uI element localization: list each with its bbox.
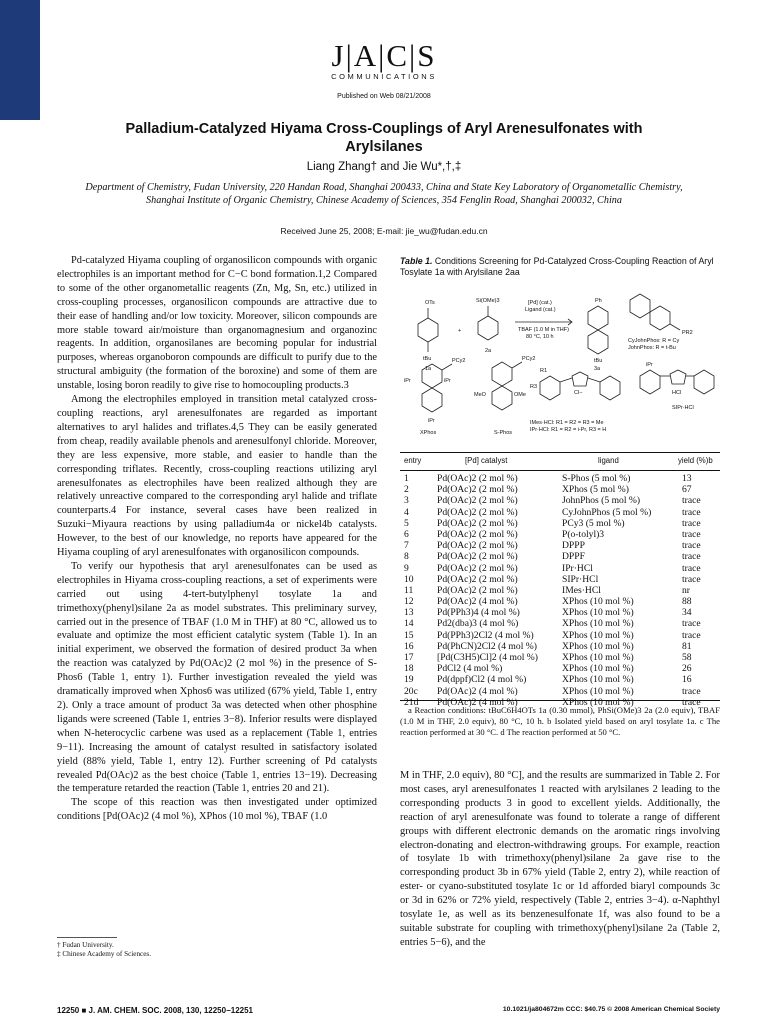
table-row xyxy=(400,473,720,484)
reaction-scheme xyxy=(400,284,720,449)
row-catalyst: Pd(OAc)2 (2 mol %) xyxy=(437,484,518,496)
row-yield: trace xyxy=(682,551,701,563)
header-ligand: ligand xyxy=(598,456,619,465)
affiliation-footnotes xyxy=(57,941,377,959)
row-yield: 81 xyxy=(682,640,692,652)
table-top-rule xyxy=(400,452,720,453)
row-yield: trace xyxy=(682,618,701,630)
row-catalyst: Pd(OAc)2 (2 mol %) xyxy=(437,495,518,507)
xphos-ring-bottom xyxy=(422,388,442,412)
row-ligand: CyJohnPhos (5 mol %) xyxy=(562,506,652,518)
row-ligand: DPPF xyxy=(562,551,585,563)
row-ligand: XPhos (10 mol %) xyxy=(562,607,634,619)
row-catalyst: Pd(OAc)2 (2 mol %) xyxy=(437,473,518,484)
row-ligand: PCy3 (5 mol %) xyxy=(562,517,625,529)
row-yield: trace xyxy=(682,506,701,518)
row-ligand: JohnPhos (5 mol %) xyxy=(562,495,641,507)
row-catalyst: Pd(dppf)Cl2 (4 mol %) xyxy=(437,674,527,686)
biaryl-ring-bottom xyxy=(650,306,670,330)
row-catalyst: Pd(OAc)2 (2 mol %) xyxy=(437,540,518,552)
row-ligand: XPhos (10 mol %) xyxy=(562,685,634,697)
row-catalyst: Pd(PPh3)2Cl2 (4 mol %) xyxy=(437,629,534,641)
header-yield: yield (%)b xyxy=(678,456,713,465)
row-entry: 17 xyxy=(404,652,414,663)
left-column xyxy=(57,254,377,824)
aryl-ring-3a-bottom xyxy=(588,330,608,354)
row-catalyst: Pd(OAc)2 (4 mol %) xyxy=(437,685,518,697)
substituent-cl: Cl− xyxy=(574,390,583,396)
row-yield: trace xyxy=(682,517,701,529)
sphos-ring-bottom xyxy=(492,386,512,410)
sipr-aryl-left xyxy=(640,370,660,394)
substituent-ipr-sipr: iPr xyxy=(646,362,653,368)
row-yield: nr xyxy=(682,584,690,596)
article-authors: Liang Zhang† and Jie Wu*,†,‡ xyxy=(306,161,462,173)
row-entry: 11 xyxy=(404,584,414,596)
substituent-r3: R3 xyxy=(530,384,538,390)
row-yield: 26 xyxy=(682,663,692,675)
condition-temp: 80 °C, 10 h xyxy=(526,334,554,340)
row-entry: 8 xyxy=(404,551,409,563)
row-ligand: XPhos (5 mol %) xyxy=(562,484,629,496)
nhc-aryl-left xyxy=(540,376,560,400)
substituent-ipr-bottom: iPr xyxy=(428,418,435,424)
table-row xyxy=(400,652,720,663)
row-yield: 34 xyxy=(682,607,692,619)
table-row xyxy=(400,674,720,685)
row-entry: 10 xyxy=(404,573,414,585)
row-entry: 21d xyxy=(404,696,419,708)
table-caption xyxy=(400,256,720,278)
table-row xyxy=(400,585,720,596)
compound-label-3a: 3a xyxy=(594,366,601,372)
table-row xyxy=(400,574,720,585)
ligand-label-imes: IMes·HCl: R1 = R2 = R3 = Me xyxy=(530,420,604,426)
header-catalyst: [Pd] catalyst xyxy=(465,456,508,465)
journal-section: COMMUNICATIONS xyxy=(331,72,437,81)
substituent-pr2: PR2 xyxy=(682,330,693,336)
table-bottom-rule xyxy=(400,700,720,701)
row-yield: trace xyxy=(682,495,701,507)
row-catalyst: Pd(PhCN)2Cl2 (4 mol %) xyxy=(437,640,537,652)
table-row xyxy=(400,630,720,641)
substituent-meo: MeO xyxy=(474,392,486,398)
row-yield: 67 xyxy=(682,484,692,496)
condition-ligand: Ligand (cat.) xyxy=(525,307,556,313)
table-footnote: a Reaction conditions: tBuC6H4OTs 1a (0.30 mmol), PhSi(OMe)3 2a (2.0 equiv), TBAF (1.0 M in THF, 2.0 equiv), 80 °C, 10 h. b Isolated yield based on aryl tosylate 1a. c The reaction performed at 30 °C. d The reaction performed at 50 °C. xyxy=(400,705,720,737)
row-catalyst: Pd(OAc)2 (2 mol %) xyxy=(437,517,518,529)
substituent-ipr-right: iPr xyxy=(444,378,451,384)
row-entry: 19 xyxy=(404,674,414,686)
table-row xyxy=(400,641,720,652)
table-row xyxy=(400,518,720,529)
paragraph: M in THF, 2.0 equiv), 80 °C], and the results are summarized in Table 2. For most cases, aryl arenesulfonates 1 reacted with arylsilanes 2 leading to the corresponding products 3 in good to excellent yields. Additionally, the reaction of aryl arenesulfonate was found to tolerate a range of different groups with different electronic demands on the aromatic rings involving electron-donating and electron-withdrawing groups. For example, reaction of tosylate 1b with trimethoxy(phenyl)silane 2a gave rise to the corresponding product 3b in 67% yield (Table 2, entry 2), while reaction of ester- or cyano-substituted tosylate 1c or 1d afforded biaryl compounds 3c or 3d in 62% or 72% yield, respectively (Table 2, entries 3−4). α-Naphthyl tosylate 1e, as well as its benzenesulfonate 1f, was also found to be a suitable substrate for coupling with trimethoxy(phenyl)silane 2a (Table 2, entries 5−6), and the xyxy=(400,770,720,948)
row-entry: 6 xyxy=(404,528,409,540)
row-entry: 16 xyxy=(404,640,414,652)
row-entry: 1 xyxy=(404,473,409,484)
row-entry: 9 xyxy=(404,562,409,574)
plus-sign: + xyxy=(458,328,462,334)
row-catalyst: [Pd(C3H5)Cl]2 (4 mol %) xyxy=(437,652,538,663)
aryl-ring-2a xyxy=(478,316,498,340)
row-catalyst: Pd(OAc)2 (2 mol %) xyxy=(437,506,518,518)
row-catalyst: Pd(OAc)2 (4 mol %) xyxy=(437,596,518,608)
row-ligand: P(o-tolyl)3 xyxy=(562,528,605,540)
row-ligand: S-Phos (5 mol %) xyxy=(562,473,631,484)
row-catalyst: Pd(OAc)2 (2 mol %) xyxy=(437,551,518,563)
row-ligand: XPhos (10 mol %) xyxy=(562,663,634,675)
footnote: † Fudan University. xyxy=(57,941,114,949)
row-yield: 13 xyxy=(682,473,692,484)
table-row xyxy=(400,529,720,540)
received-line: Received June 25, 2008; E-mail: jie_wu@fudan.edu.cn xyxy=(280,226,488,236)
row-yield: trace xyxy=(682,685,701,697)
journal-logo: J|A|C|S xyxy=(331,38,437,73)
row-yield: trace xyxy=(682,573,701,585)
table-row xyxy=(400,663,720,674)
page-footer-citation: 12250 ■ J. AM. CHEM. SOC. 2008, 130, 12250−12251 xyxy=(57,1006,253,1015)
row-entry: 12 xyxy=(404,596,414,608)
right-column xyxy=(400,769,720,950)
ligand-label-xphos: XPhos xyxy=(420,430,437,436)
row-catalyst: Pd(OAc)2 (2 mol %) xyxy=(437,562,518,574)
table-header xyxy=(400,456,720,468)
row-yield: trace xyxy=(682,562,701,574)
sphos-ring-top xyxy=(492,362,512,386)
compound-label-1a: 1a xyxy=(425,366,432,372)
imidazolium-ring xyxy=(572,372,588,386)
row-entry: 15 xyxy=(404,629,414,641)
row-catalyst: Pd2(dba)3 (4 mol %) xyxy=(437,618,519,630)
substituent-pcy2-sphos: PCy2 xyxy=(522,356,536,362)
ligand-label-johnphos: JohnPhos: R = t-Bu xyxy=(628,345,676,351)
ligand-label-sipr: SIPr·HCl xyxy=(672,405,694,411)
substituent-tbu: tBu xyxy=(423,356,432,362)
row-entry: 2 xyxy=(404,484,409,496)
row-ligand: XPhos (10 mol %) xyxy=(562,596,634,608)
row-yield: trace xyxy=(682,696,701,708)
substituent-tbu-3a: tBu xyxy=(594,358,603,364)
row-entry: 18 xyxy=(404,663,414,675)
row-ligand: XPhos (10 mol %) xyxy=(562,618,634,630)
table-label: Table 1. xyxy=(400,256,433,266)
row-ligand: XPhos (10 mol %) xyxy=(562,640,634,652)
row-ligand: IMes·HCl xyxy=(562,584,601,596)
substituent-pcy2: PCy2 xyxy=(452,358,466,364)
substituent-ome: OMe xyxy=(514,392,526,398)
header-entry: entry xyxy=(404,456,422,465)
table-row xyxy=(400,686,720,697)
substituent-r1: R1 xyxy=(540,368,548,374)
footnote: ‡ Chinese Academy of Sciences. xyxy=(57,950,152,958)
row-catalyst: Pd(PPh3)4 (4 mol %) xyxy=(437,607,520,619)
ligand-label-cyjohnphos: CyJohnPhos: R = Cy xyxy=(628,338,680,344)
row-ligand: XPhos (10 mol %) xyxy=(562,696,634,708)
article-title: Palladium-Catalyzed Hiyama Cross-Couplings of Aryl Arenesulfonates with Arylsilanes xyxy=(125,121,643,155)
table-row xyxy=(400,484,720,495)
row-yield: trace xyxy=(682,629,701,641)
paragraph: To verify our hypothesis that aryl arenesulfonates can be used as electrophiles in Hiyama cross-coupling reactions, a set of experiments were carried out using 4-tert-butylphenyl tosylate 1a and trimethoxy(phenyl)silane 2a as model substrates. This preliminary survey, carried out in the presence of TBAF (1.0 M in THF) at 80 °C, allowed us to evaluate and optimize the most efficient catalytic system (Table 1). In an initial experiment, we observed the formation of desired product 3a when the reaction was catalyzed by Pd(OAc)2 (2 mol %) in the presence of S-Phos6 (Table 1, entry 1). Further investigation revealed the yield was dramatically improved when Xphos6 was utilized (67% yield, Table 1, entry 2). Only a trace amount of product 3a was detected when other phosphine ligands were screened (Table 1, entries 3−8). Inferior results were displayed when N-heterocyclic carbene was used as a replacement (Table 1, entries 9−11). Increasing the amount of catalyst resulted in satisfactory isolated yield (88% yield, Table 1, entry 12). Further screening of Pd catalysts revealed Pd(OAc)2 as the best choice (Table 1, entries 13−19). Decreasing the temperature retarded the reaction (Table 1, entries 20 and 21). xyxy=(57,560,377,795)
row-yield: trace xyxy=(682,540,701,552)
row-catalyst: Pd(OAc)2 (4 mol %) xyxy=(437,696,518,708)
aryl-ring-1a xyxy=(418,318,438,342)
row-yield: trace xyxy=(682,528,701,540)
table-header-rule xyxy=(400,470,720,471)
substituent-si-ome: Si(OMe)3 xyxy=(476,298,500,304)
biaryl-ring-top xyxy=(630,294,650,318)
footnote-divider xyxy=(57,937,117,938)
paragraph: Among the electrophiles employed in transition metal catalyzed cross-coupling reactions, aryl arenesulfonates are regarded as important alternatives to aryl halides and triflates.4,5 They can be easily generated from cheap, readily available phenols and arenesulfonyl chloride. Moreover, they are less expensive, more stable, and easier to handle than the corresponding triflates. Recently, cross-coupling reactions utilizing aryl arenesulfonates as electrophiles have been realized although they are relatively unreactive compared to the corresponding aryl halide and triflate counterparts.4 For instance, several cases have been realized in Suzuki−Miyaura reactions by using palladium4a or nickel4b catalysts. However, to the best of our knowledge, no reports have appeared for the Hiyama coupling of aryl arenesulfonates with organosilicon compounds. xyxy=(57,394,377,559)
row-catalyst: Pd(OAc)2 (2 mol %) xyxy=(437,584,518,596)
substituent-ipr-left: iPr xyxy=(404,378,411,384)
condition-tbaf: TBAF (1.0 M in THF) xyxy=(518,327,569,333)
ligand-label-ipr: IPr·HCl: R1 = R2 = i-Pr, R3 = H xyxy=(530,427,607,433)
substituent-ots: OTs xyxy=(425,300,435,306)
row-ligand: DPPP xyxy=(562,540,585,552)
table-row xyxy=(400,507,720,518)
table-row xyxy=(400,540,720,551)
substituent-ph: Ph xyxy=(595,298,602,304)
publication-date: Published on Web 08/21/2008 xyxy=(337,93,431,100)
page-footer-doi: 10.1021/ja804672m CCC: $40.75 © 2008 American Chemical Society xyxy=(502,1006,720,1013)
row-yield: 58 xyxy=(682,652,692,663)
paragraph: Pd-catalyzed Hiyama coupling of organosilicon compounds with organic electrophiles is an important method for C−C bond formation.1,2 Compared to some of the other organometallic reagents (Zn, Mg, Sn, etc.) utilized in cross-coupling processes, organosilicon compounds are attractive due to their ease of handling and/or low toxicity. Moreover, silicon compounds are more stable toward air/moisture than organomagnesium and organozinc reagents. In addition, organosilanes are becoming popular for industrial purposes, whereas organoboron compounds are difficult to purify due to the structural ambiguity (the formation of the boroxine) and some of them are unstable, losing boron readily to give rise to homocoupling products.3 xyxy=(57,255,377,392)
paragraph: The scope of this reaction was then investigated under optimized conditions [Pd(OAc)2 (4 mol %), XPhos (10 mol %), TBAF (1.0 xyxy=(57,797,377,823)
ligand-label-sphos: S-Phos xyxy=(494,430,513,436)
row-entry: 4 xyxy=(404,506,409,518)
row-entry: 20c xyxy=(404,685,418,697)
row-entry: 13 xyxy=(404,607,414,619)
table-caption-text: Conditions Screening for Pd-Catalyzed Cross-Coupling Reaction of Aryl Tosylate 1a with Arylsilane 2aa xyxy=(400,256,714,277)
row-ligand: XPhos (10 mol %) xyxy=(562,674,634,686)
table-row xyxy=(400,563,720,574)
row-catalyst: Pd(OAc)2 (2 mol %) xyxy=(437,528,518,540)
row-ligand: XPhos (10 mol %) xyxy=(562,652,634,663)
imidazolinium-ring xyxy=(670,370,686,384)
row-yield: 16 xyxy=(682,674,692,686)
row-entry: 5 xyxy=(404,517,409,529)
article-affiliation: Department of Chemistry, Fudan University, 220 Handan Road, Shanghai 200433, China and State Key Laboratory of Organometallic Chemistry, Shanghai Institute of Organic Chemistry, Chinese Academy of Sciences, 354 Fenglin Road, Shanghai 200032, China xyxy=(85,182,683,206)
row-catalyst: Pd(OAc)2 (2 mol %) xyxy=(437,573,518,585)
row-catalyst: PdCl2 (4 mol %) xyxy=(437,663,503,675)
substituent-hcl: HCl xyxy=(672,390,682,396)
row-ligand: IPr·HCl xyxy=(562,562,593,574)
table-body xyxy=(400,473,720,708)
sipr-aryl-right xyxy=(694,370,714,394)
row-entry: 14 xyxy=(404,618,414,630)
nhc-aryl-right xyxy=(600,376,620,400)
table-row xyxy=(400,618,720,629)
table-row xyxy=(400,596,720,607)
table-row xyxy=(400,551,720,562)
row-ligand: SIPr·HCl xyxy=(562,573,599,585)
row-ligand: XPhos (10 mol %) xyxy=(562,629,634,641)
aryl-ring-3a-top xyxy=(588,306,608,330)
compound-label-2a: 2a xyxy=(485,348,492,354)
row-entry: 3 xyxy=(404,495,409,507)
row-yield: 88 xyxy=(682,596,692,608)
row-entry: 7 xyxy=(404,540,409,552)
condition-catalyst: [Pd] (cat.) xyxy=(528,300,552,306)
table-row xyxy=(400,495,720,506)
table-row xyxy=(400,607,720,618)
